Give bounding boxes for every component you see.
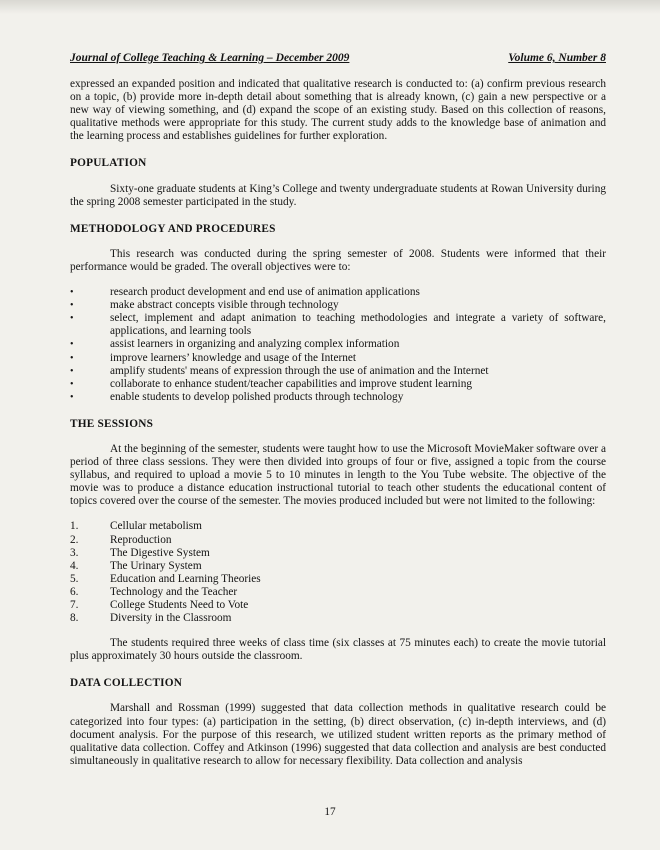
topic-item: [70, 547, 606, 560]
topic-label: Reproduction: [110, 533, 172, 546]
topic-item: [70, 586, 606, 599]
scan-edge: [0, 0, 660, 14]
objective-item: [70, 312, 606, 338]
running-header: [70, 52, 606, 64]
data-collection-heading: DATA COLLECTION: [70, 677, 183, 690]
objective-item: [70, 378, 606, 391]
objective-item: [70, 352, 606, 365]
topic-item: [70, 612, 606, 625]
article-body: [70, 78, 606, 768]
objective-item: [70, 286, 606, 299]
topic-label: Diversity in the Classroom: [110, 612, 232, 625]
topic-label: College Students Need to Vote: [110, 599, 249, 611]
objective-text: enable students to develop polished products through technology: [110, 390, 404, 403]
topic-number: 6.: [70, 585, 79, 598]
objective-item: [70, 299, 606, 312]
topic-number: 1.: [70, 520, 79, 533]
bullet-icon: •: [70, 300, 74, 312]
bullet-icon: •: [70, 313, 74, 325]
topic-number: 4.: [70, 559, 79, 572]
topic-item: [70, 560, 606, 573]
topic-number: 3.: [70, 546, 79, 559]
topic-item: [70, 599, 606, 612]
bullet-icon: •: [70, 287, 74, 299]
bullet-icon: •: [70, 352, 74, 364]
objective-text: improve learners’ knowledge and usage of the Internet: [110, 351, 357, 364]
topic-number: 8.: [70, 612, 79, 625]
objective-text: select, implement and adapt animation to teaching methodologies and integrate a variety of software, applications, and learning tools: [110, 312, 606, 338]
population-heading: POPULATION: [70, 157, 147, 170]
topic-label: Cellular metabolism: [110, 520, 202, 533]
methodology-heading: METHODOLOGY AND PROCEDURES: [70, 222, 276, 235]
population-paragraph: Sixty-one graduate students at King’s College and twenty undergraduate students at Rowan University during the spring 2008 semester participated in the study.: [70, 182, 606, 208]
movie-topics-list: [70, 520, 606, 625]
bullet-icon: •: [70, 391, 74, 403]
volume-number: Volume 6, Number 8: [508, 52, 606, 64]
topic-item: [70, 534, 606, 547]
sessions-heading: THE SESSIONS: [70, 417, 154, 430]
topic-label: Education and Learning Theories: [110, 572, 261, 585]
topic-item: [70, 573, 606, 586]
bullet-icon: •: [70, 378, 74, 390]
bullet-icon: •: [70, 339, 74, 351]
bullet-icon: •: [70, 365, 74, 377]
topic-label: Technology and the Teacher: [110, 585, 238, 598]
objective-text: collaborate to enhance student/teacher capabilities and improve student learning: [110, 377, 472, 390]
methodology-paragraph: This research was conducted during the spring semester of 2008. Students were informed that their performance would be graded. The overall objectives were to:: [70, 247, 606, 273]
page-number: 17: [324, 806, 336, 818]
topic-number: 2.: [70, 533, 79, 546]
data-collection-paragraph: Marshall and Rossman (1999) suggested that data collection methods in qualitative research could be categorized into four types: (a) participation in the setting, (b) direct observation, (c) in-depth interviews, and (d) document analysis. For the purpose of this research, we utilized student written reports as the primary method of qualitative data collection. Coffey and Atkinson (1996) suggested that data collection and analysis are best conducted simultaneously in qualitative research to allow for necessary flexibility. Data collection and analysis: [70, 702, 606, 767]
objective-item: [70, 391, 606, 404]
objectives-list: [70, 286, 606, 404]
topic-label: The Urinary System: [110, 559, 202, 572]
sessions-paragraph: At the beginning of the semester, students were taught how to use the Microsoft MovieMaker software over a period of three class sessions. They were then divided into groups of four or five, assigned a topic from the course syllabus, and required to upload a movie 5 to 10 minutes in length to the You Tube website. The objective of the movie was to produce a distance education instructional tutorial to teach other students the educational content of topics covered over the course of the semester. The movies produced included but were not limited to the following:: [70, 442, 606, 508]
objective-text: research product development and end use of animation applications: [110, 286, 420, 299]
topic-label: The Digestive System: [110, 546, 210, 559]
objective-item: [70, 365, 606, 378]
topic-item: [70, 520, 606, 533]
objective-text: assist learners in organizing and analyzing complex information: [110, 338, 400, 351]
intro-paragraph: expressed an expanded position and indicated that qualitative research is conducted to: (a) confirm previous research on a topic, (b) provide more in-depth detail about something that is already known, (c) gain a new perspective or a new way of viewing something, and (d) expand the scope of an existing study. Based on this collection of reasons, qualitative methods were appropriate for this study. The current study adds to the knowledge base of animation and the learning process and establishes guidelines for further exploration.: [70, 78, 606, 143]
objective-item: [70, 338, 606, 351]
topic-number: 7.: [70, 599, 79, 611]
topic-number: 5.: [70, 572, 79, 585]
journal-title: Journal of College Teaching & Learning – December 2009: [70, 52, 350, 64]
sessions-closing-paragraph: The students required three weeks of class time (six classes at 75 minutes each) to create the movie tutorial plus approximately 30 hours outside the classroom.: [70, 637, 606, 663]
objective-text: amplify students' means of expression through the use of animation and the Internet: [110, 364, 489, 377]
objective-text: make abstract concepts visible through technology: [110, 299, 339, 312]
